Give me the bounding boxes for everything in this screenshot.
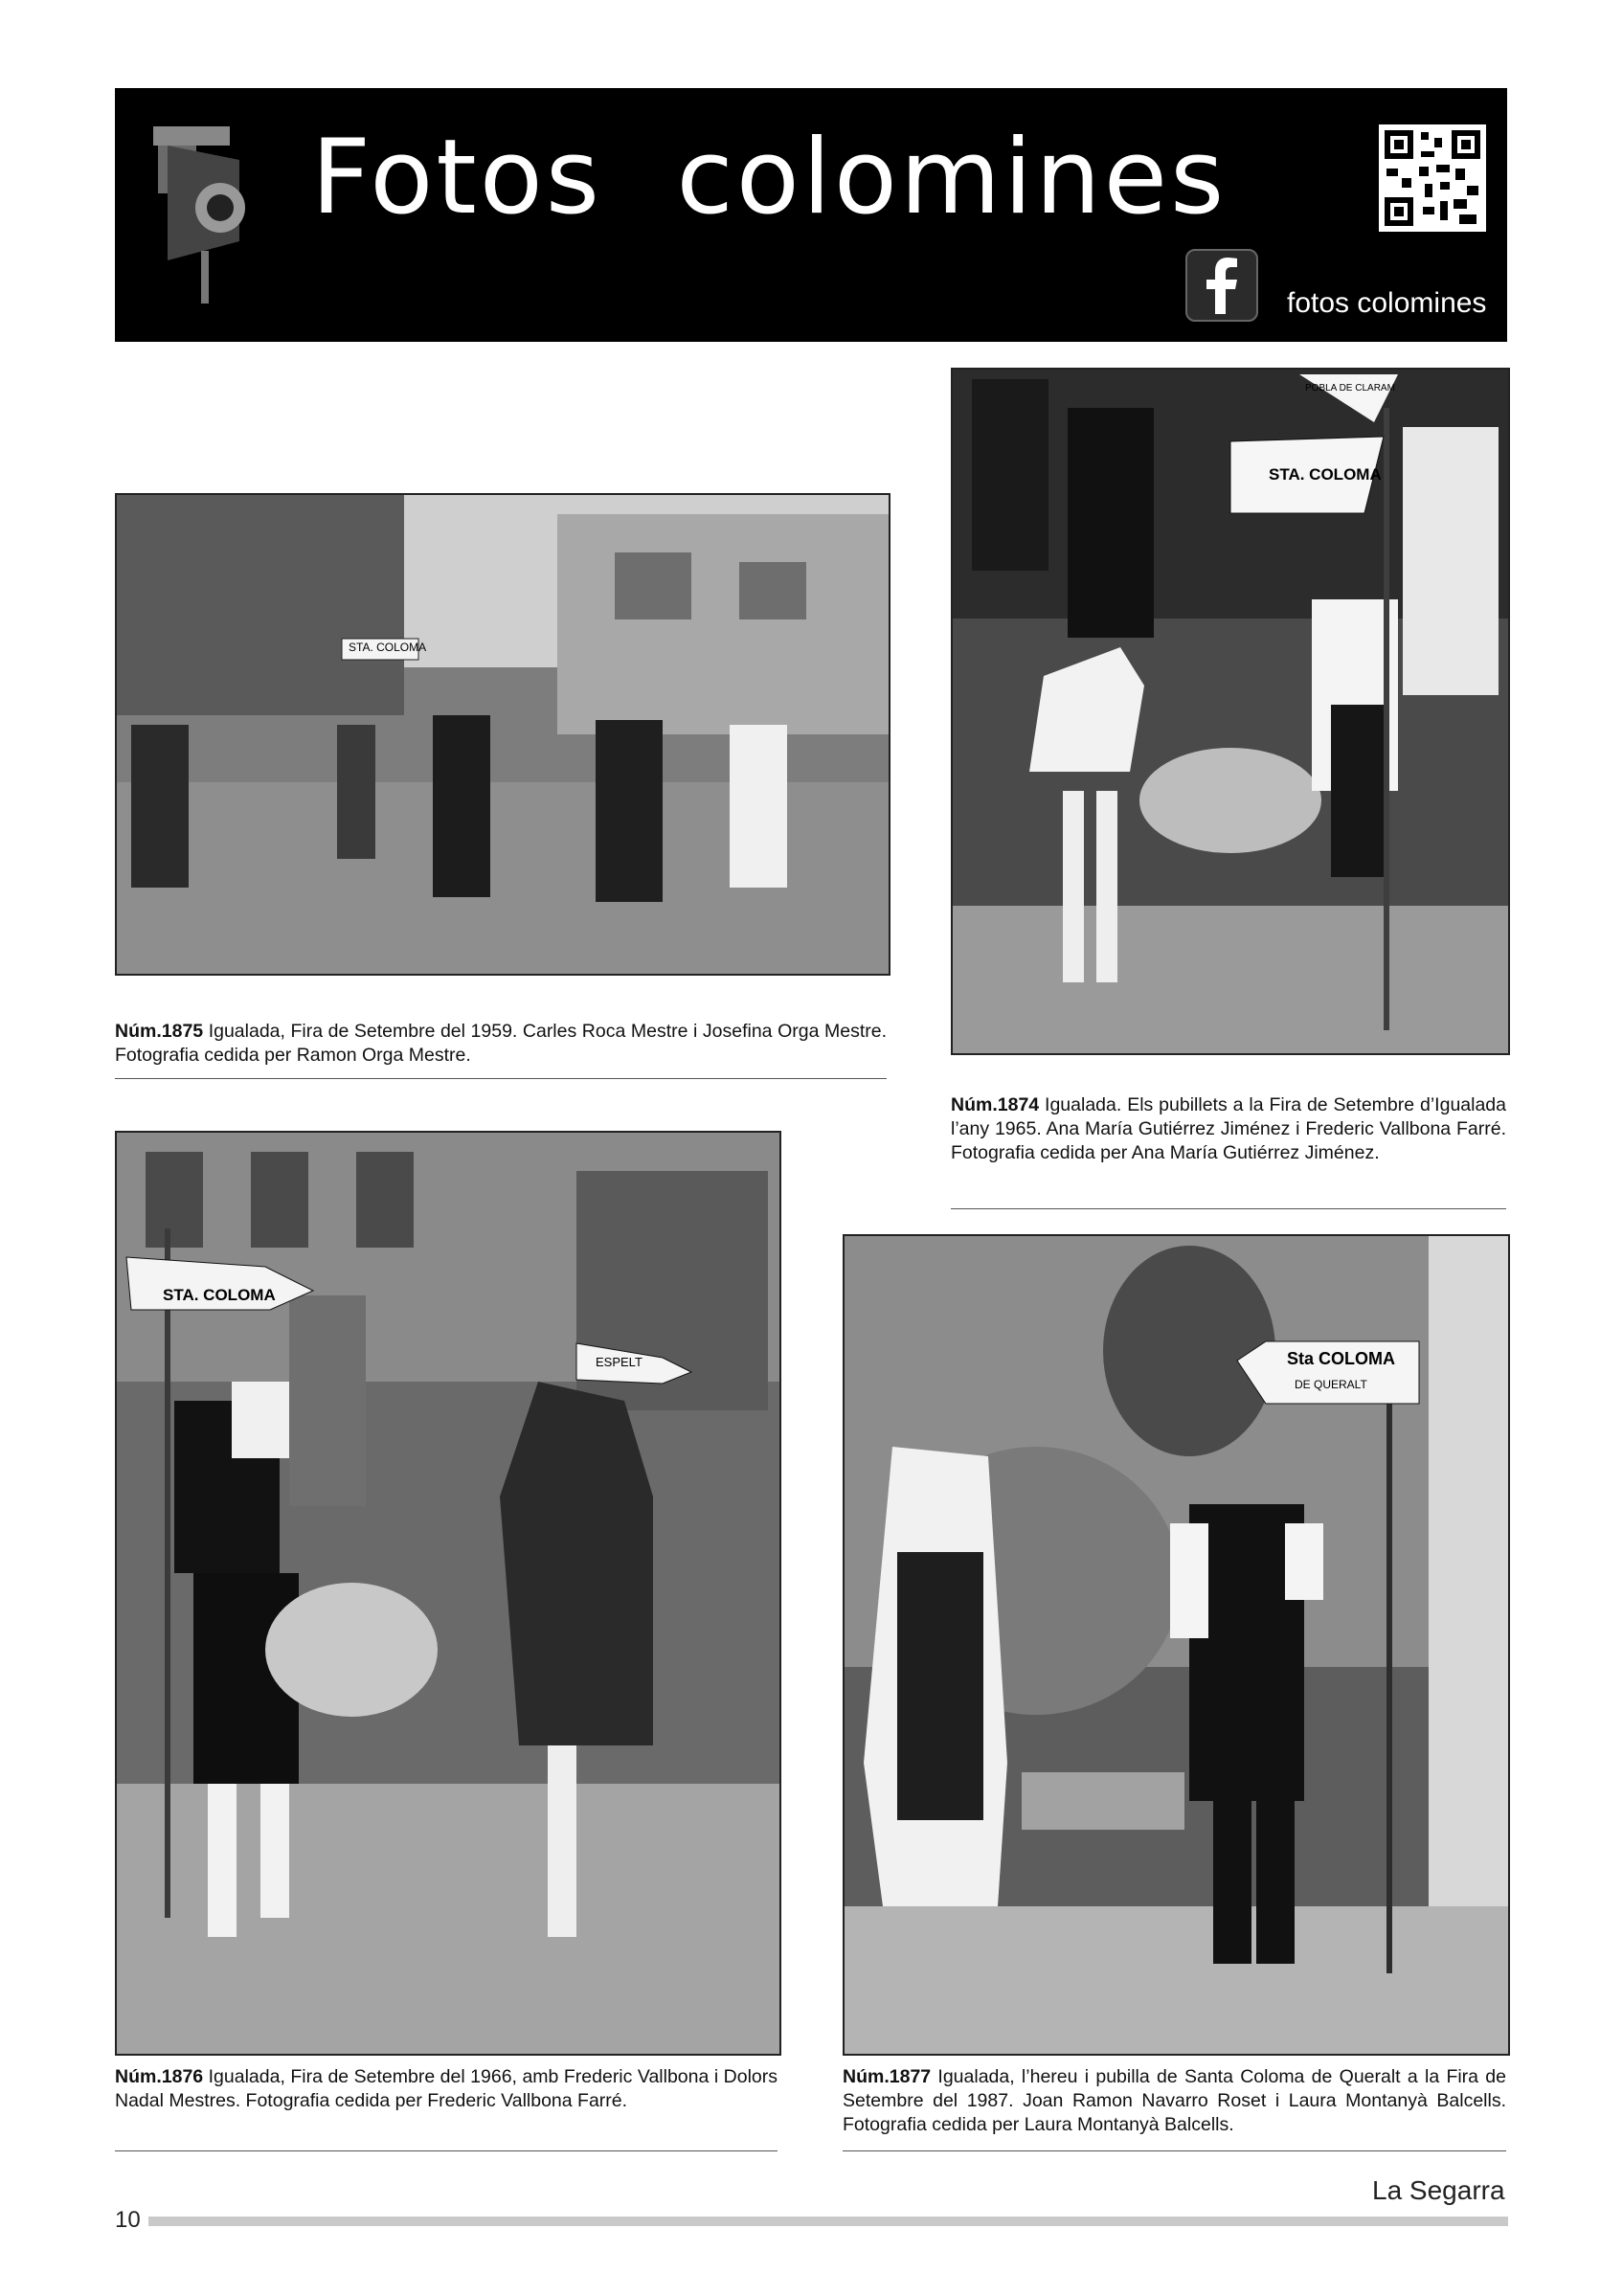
photo-1876-sign-2: ESPELT [596, 1355, 642, 1369]
caption-1876-text: Igualada, Fira de Setembre del 1966, amb Frederic Vallbona i Dolors Nadal Mestres. Fotografia cedida per Frederic Vallbona Farré. [115, 2066, 778, 2111]
footer-bar [148, 2217, 1508, 2226]
caption-1874-number: Núm.1874 [951, 1094, 1040, 1115]
page-number: 10 [115, 2207, 141, 2233]
caption-1876 [115, 2065, 778, 2113]
caption-1877 [843, 2065, 1506, 2137]
caption-1875-rule [115, 1078, 887, 1079]
caption-1876-number: Núm.1876 [115, 2066, 204, 2087]
photo-1876 [115, 1131, 781, 2056]
caption-1877-number: Núm.1877 [843, 2066, 932, 2087]
magazine-name: La Segarra [1372, 2175, 1505, 2205]
caption-1877-text: Igualada, l’hereu i pubilla de Santa Coloma de Queralt a la Fira de Setembre del 1987. Joan Ramon Navarro Roset i Laura Montanyà Balcells. Fotografia cedida per Laura Montanyà Balcells. [843, 2066, 1506, 2135]
camera-icon [148, 117, 259, 308]
caption-1874-text: Igualada. Els pubillets a la Fira de Setembre d’Igualada l’any 1965. Ana María Gutiérrez Jiménez i Frederic Vallbona Farré. Fotografia cedida per Ana María Gutiérrez Jiménez. [951, 1094, 1506, 1163]
caption-1874-rule [951, 1208, 1506, 1209]
caption-1875-text: Igualada, Fira de Setembre del 1959. Carles Roca Mestre i Josefina Orga Mestre. Fotografia cedida per Ramon Orga Mestre. [115, 1021, 887, 1066]
photo-1877-sign-2: DE QUERALT [1295, 1378, 1367, 1391]
banner-title: Fotos colomines [311, 118, 1228, 237]
photo-1877-sign: Sta COLOMA [1287, 1349, 1396, 1368]
facebook-label: fotos colomines [1287, 287, 1487, 319]
photo-1874-sign-2: POBLA DE CLARAM [1305, 383, 1395, 394]
facebook-icon [1185, 249, 1258, 322]
photo-1877 [843, 1234, 1510, 2056]
photo-1875 [115, 493, 890, 976]
caption-1875-number: Núm.1875 [115, 1021, 204, 1042]
photo-1876-sign: STA. COLOMA [163, 1286, 276, 1304]
caption-1875 [115, 1020, 887, 1068]
caption-1877-rule [843, 2150, 1506, 2151]
qr-code-icon [1379, 124, 1486, 232]
photo-1874 [951, 368, 1510, 1055]
caption-1874 [951, 1093, 1506, 1165]
photo-1875-sign: STA. COLOMA [349, 641, 427, 654]
photo-1874-sign: STA. COLOMA [1269, 465, 1382, 484]
header-banner [115, 88, 1507, 342]
caption-1876-rule [115, 2150, 778, 2151]
